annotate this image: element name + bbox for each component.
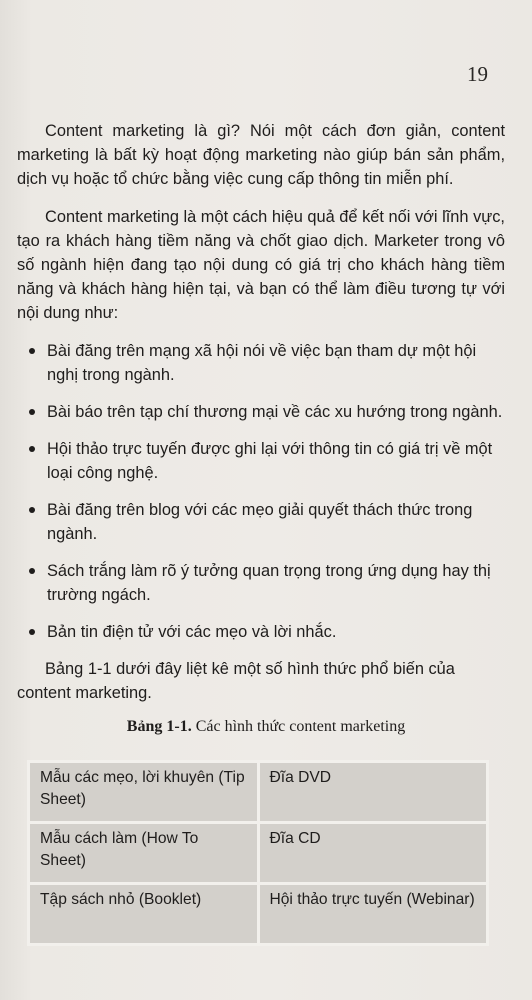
list-item (17, 400, 505, 424)
list-item-text: Bài báo trên tạp chí thương mại về các xu hướng trong ngành. (47, 403, 503, 421)
table-row (29, 884, 488, 945)
list-item-text: Bài đăng trên mạng xã hội nói về việc bạn tham dự một hội nghị trong ngành. (47, 342, 477, 384)
paragraph-table-intro: Bảng 1-1 dưới đây liệt kê một số hình thức phổ biến của content marketing. (17, 660, 455, 702)
list-item (17, 339, 505, 387)
bullet-icon (29, 629, 35, 635)
bullet-icon (29, 568, 35, 574)
table-cell: Mẫu cách làm (How To Sheet) (29, 823, 259, 884)
table-caption-text: Các hình thức content marketing (195, 718, 406, 735)
table-cell: Đĩa DVD (258, 762, 488, 823)
bullet-icon (29, 348, 35, 354)
list-item (17, 498, 505, 546)
list-item-text: Bài đăng trên blog với các mẹo giải quyết thách thức trong ngành. (47, 501, 473, 543)
table-cell: Đĩa CD (258, 823, 488, 884)
table-cell: Tập sách nhỏ (Booklet) (29, 884, 259, 945)
list-item (17, 437, 505, 485)
content-forms-table (27, 760, 489, 946)
list-item-text: Sách trắng làm rõ ý tưởng quan trọng trong ứng dụng hay thị trường ngách. (47, 562, 491, 604)
table-row (29, 823, 488, 884)
bullet-icon (29, 507, 35, 513)
table-caption (0, 718, 532, 736)
content-examples-list (17, 339, 505, 644)
bullet-icon (29, 446, 35, 452)
page-number: 19 (467, 62, 488, 86)
table-row (29, 762, 488, 823)
table-cell: Hội thảo trực tuyến (Webinar) (258, 884, 488, 945)
list-item-text: Hội thảo trực tuyến được ghi lại với thông tin có giá trị về một loại công nghệ. (47, 440, 493, 482)
paragraph-definition: Content marketing là gì? Nói một cách đơn giản, content marketing là bất kỳ hoạt động marketing nào giúp bán sản phẩm, dịch vụ hoặc tổ chức bằng việc cung cấp thông tin miễn phí. (17, 122, 505, 188)
list-item (17, 620, 505, 644)
table-caption-label: Bảng 1-1. (126, 718, 192, 735)
list-item (17, 559, 505, 607)
table-cell: Mẫu các mẹo, lời khuyên (Tip Sheet) (29, 762, 259, 823)
list-item-text: Bản tin điện tử với các mẹo và lời nhắc. (47, 623, 337, 641)
paragraph-intro-list: Content marketing là một cách hiệu quả để kết nối với lĩnh vực, tạo ra khách hàng tiềm năng và chốt giao dịch. Marketer trong vô số ngành hiện đang tạo nội dung có giá trị cho khách hàng tiềm năng và khách hàng hiện tại, và bạn có thể làm điều tương tự với nội dung như: (17, 208, 505, 322)
body-text (17, 119, 505, 705)
bullet-icon (29, 409, 35, 415)
